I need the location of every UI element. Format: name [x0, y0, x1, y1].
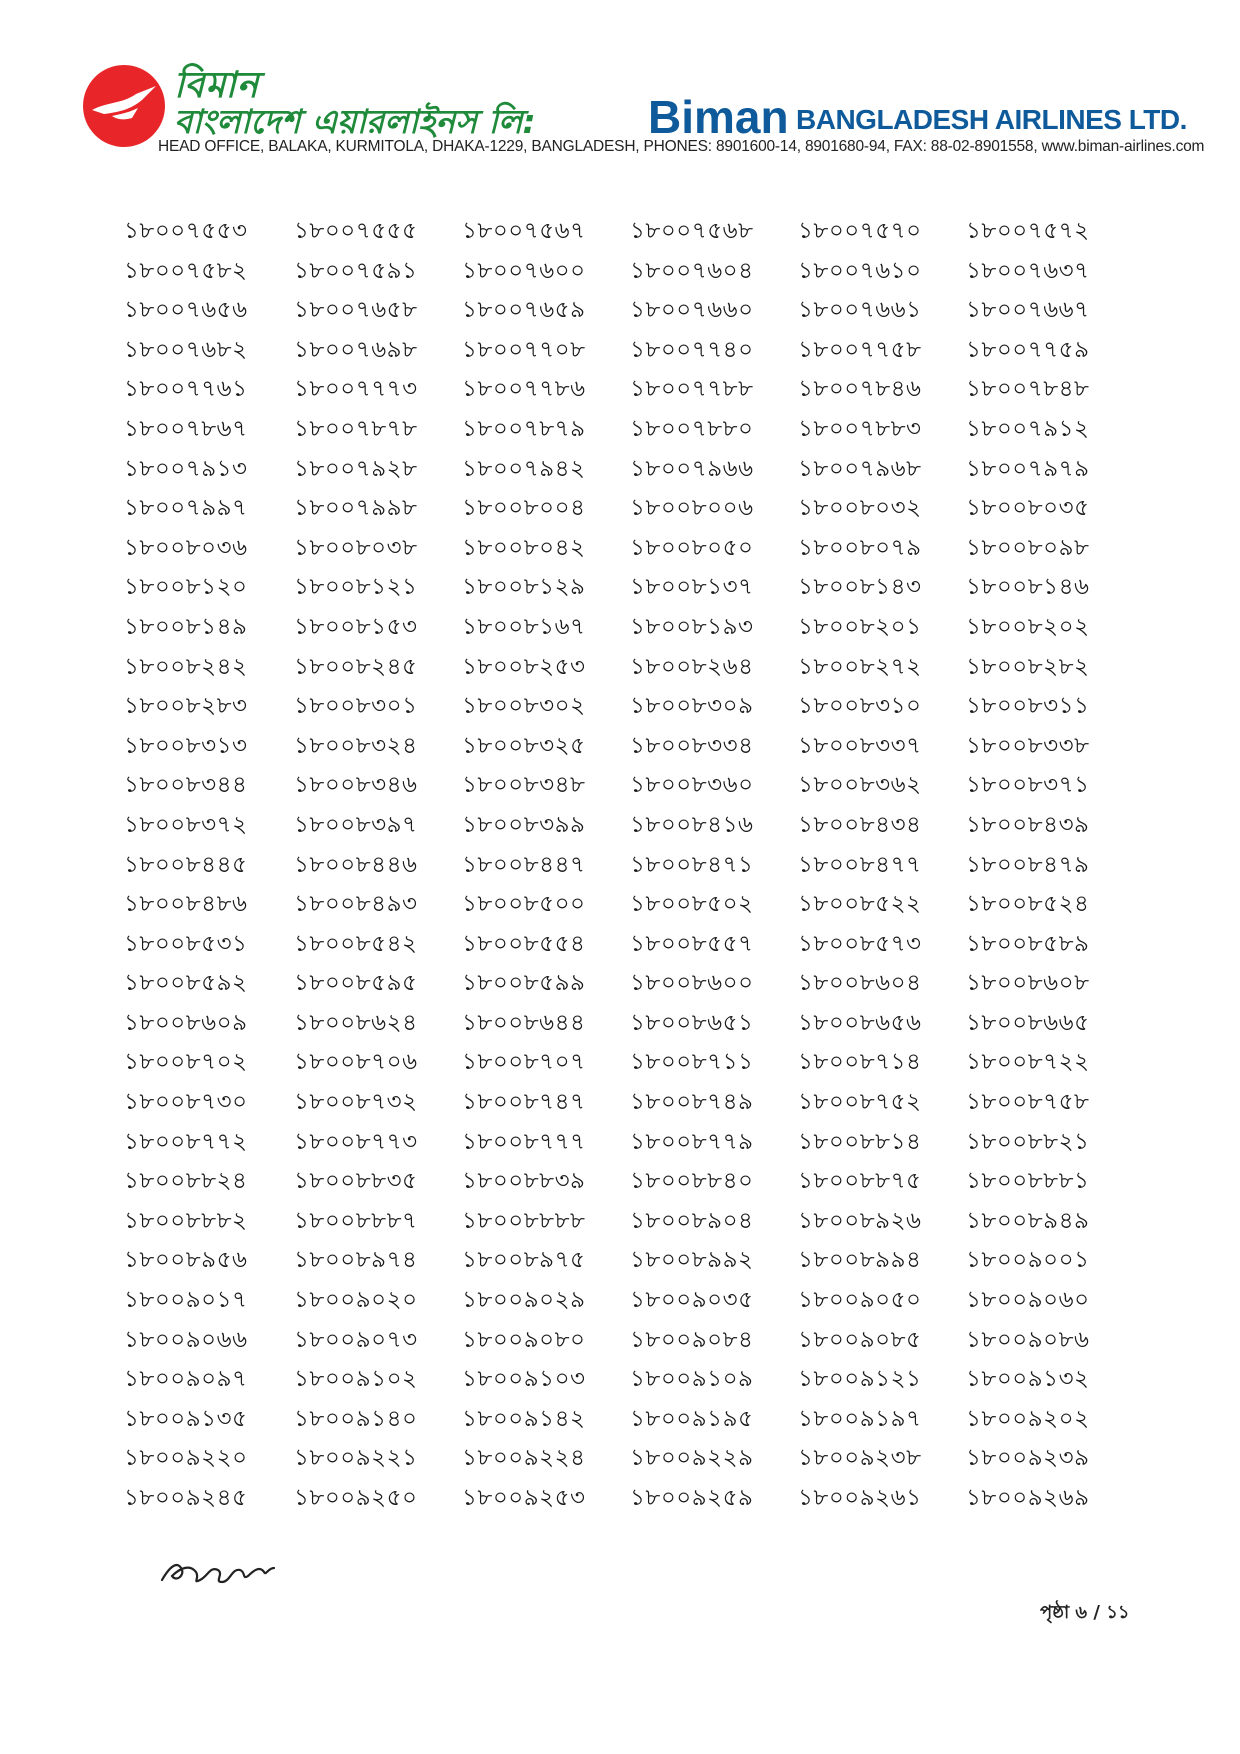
roll-number: ১৮০০৭৬০০	[462, 257, 586, 284]
roll-number: ১৮০০৯০৭৩	[294, 1326, 418, 1353]
roll-number: ১৮০০৮১২৯	[462, 574, 586, 601]
roll-number: ১৮০০৮৮৩৫	[294, 1168, 418, 1195]
roll-number: ১৮০০৮২৭২	[798, 653, 922, 680]
roll-number: ১৮০০৭৫৮২	[124, 257, 248, 284]
roll-number: ১৮০০৭৬৬১	[798, 297, 922, 324]
table-row	[124, 568, 1124, 608]
roll-number: ১৮০০৮৬০০	[630, 970, 754, 997]
roll-number: ১৮০০৭৫৭০	[798, 218, 922, 244]
table-row	[124, 1479, 1124, 1519]
roll-number: ১৮০০৭৮৮০	[630, 415, 754, 442]
table-row	[124, 1321, 1124, 1361]
roll-number: ১৮০০৯০৬৬	[124, 1326, 248, 1353]
roll-number: ১৮০০৮৪৭১	[630, 851, 754, 878]
table-row	[124, 1162, 1124, 1202]
roll-number: ১৮০০৮৫৯৯	[462, 970, 586, 997]
table-row	[124, 608, 1124, 648]
roll-number: ১৮০০৮১৪৩	[798, 574, 922, 601]
roll-number: ১৮০০৯২৫০	[294, 1485, 418, 1511]
logo-bangladesh-airlines: BANGLADESH AIRLINES LTD.	[796, 104, 1187, 135]
roll-number: ১৮০০৮৫৫৭	[630, 930, 754, 957]
roll-number: ১৮০০৮৪৩৪	[798, 811, 922, 838]
roll-number: ১৮০০৮৬০৪	[798, 970, 922, 997]
roll-number: ১৮০০৮৫৪২	[294, 930, 418, 957]
roll-number: ১৮০০৭৭০৮	[462, 336, 586, 363]
roll-number: ১৮০০৯২২০	[124, 1445, 248, 1472]
roll-number: ১৮০০৯০৮৪	[630, 1326, 754, 1353]
roll-number: ১৮০০৯২৫৯	[630, 1485, 754, 1511]
table-row	[124, 1083, 1124, 1123]
roll-number: ১৮০০৭৮৭৮	[294, 415, 418, 442]
roll-number: ১৮০০৮৪৮৬	[124, 891, 248, 918]
roll-number: ১৮০০৮২০২	[966, 613, 1090, 640]
roll-number: ১৮০০৮২৮৩	[124, 693, 248, 720]
roll-number: ১৮০০৮৮৪০	[630, 1168, 754, 1195]
roll-number: ১৮০০৮৪৪৭	[462, 851, 586, 878]
roll-number: ১৮০০৯০৬০	[966, 1287, 1090, 1314]
roll-number: ১৮০০৮৭৭৭	[462, 1128, 586, 1155]
roll-number: ১৮০০৭৭৬১	[124, 376, 248, 403]
table-row	[124, 1281, 1124, 1321]
roll-number: ১৮০০৮৯৯২	[630, 1247, 754, 1274]
roll-number: ১৮০০৯২৪৫	[124, 1485, 248, 1511]
roll-number: ১৮০০৭৬১০	[798, 257, 922, 284]
roll-number: ১৮০০৯০৫০	[798, 1287, 922, 1314]
logo-biman-wordmark: Biman	[648, 91, 789, 143]
table-row	[124, 1439, 1124, 1479]
roll-number: ১৮০০৮৩৪৮	[462, 772, 586, 799]
roll-number: ১৮০০৭৮৪৮	[966, 376, 1090, 403]
roll-number: ১৮০০৮৭৫২	[798, 1089, 922, 1116]
table-row	[124, 806, 1124, 846]
roll-number: ১৮০০৮৩৯৯	[462, 811, 586, 838]
roll-number: ১৮০০৮১৩৭	[630, 574, 754, 601]
roll-number: ১৮০০৭৮৭৯	[462, 415, 586, 442]
roll-number: ১৮০০৮৬০৯	[124, 1009, 248, 1036]
roll-number: ১৮০০৮৩০২	[462, 693, 586, 720]
roll-number: ১৮০০৮৭০২	[124, 1049, 248, 1076]
roll-number: ১৮০০৮৭২২	[966, 1049, 1090, 1076]
table-row	[124, 964, 1124, 1004]
roll-number: ১৮০০৭৮৪৬	[798, 376, 922, 403]
roll-number: ১৮০০৮৯৫৬	[124, 1247, 248, 1274]
roll-number: ১৮০০৯২২১	[294, 1445, 418, 1472]
roll-number: ১৮০০৮৫৩১	[124, 930, 248, 957]
roll-number: ১৮০০৮৪৯৩	[294, 891, 418, 918]
roll-number: ১৮০০৮৯৯৪	[798, 1247, 922, 1274]
roll-number: ১৮০০৮০৫০	[630, 534, 754, 561]
roll-number: ১৮০০৮৯৭৫	[462, 1247, 586, 1274]
roll-number: ১৮০০৮৪৭৭	[798, 851, 922, 878]
roll-number: ১৮০০৯২২৪	[462, 1445, 586, 1472]
roll-number: ১৮০০৮৫৫৪	[462, 930, 586, 957]
signature-icon	[156, 1546, 296, 1596]
roll-number: ১৮০০৮৫২৪	[966, 891, 1090, 918]
roll-number: ১৮০০৮৭৪৯	[630, 1089, 754, 1116]
roll-number: ১৮০০৭৬৬৭	[966, 297, 1090, 324]
roll-number: ১৮০০৯১৩৫	[124, 1405, 248, 1432]
roll-number: ১৮০০৮৩৯৭	[294, 811, 418, 838]
roll-number: ১৮০০৮৩১০	[798, 693, 922, 720]
roll-number: ১৮০০৮৭১৪	[798, 1049, 922, 1076]
table-row	[124, 846, 1124, 886]
roll-number: ১৮০০৯১৪২	[462, 1405, 586, 1432]
roll-number: ১৮০০৭৯২৮	[294, 455, 418, 482]
roll-number: ১৮০০৮২৪৫	[294, 653, 418, 680]
roll-number: ১৮০০৮৪৭৯	[966, 851, 1090, 878]
roll-number: ১৮০০৮৩৪৬	[294, 772, 418, 799]
roll-number: ১৮০০৮৫৭৩	[798, 930, 922, 957]
roll-number: ১৮০০৮১৬৭	[462, 613, 586, 640]
roll-number: ১৮০০৮৫২২	[798, 891, 922, 918]
roll-number: ১৮০০৮৫৮৯	[966, 930, 1090, 957]
roll-number: ১৮০০৮৭৫৮	[966, 1089, 1090, 1116]
roll-number: ১৮০০৭৫৯১	[294, 257, 418, 284]
table-row	[124, 331, 1124, 371]
roll-number: ১৮০০৭৬৮২	[124, 336, 248, 363]
roll-number: ১৮০০৮৯৭৪	[294, 1247, 418, 1274]
roll-number: ১৮০০৮৮২১	[966, 1128, 1090, 1155]
roll-number: ১৮০০৯১৩২	[966, 1366, 1090, 1393]
roll-number-grid	[124, 212, 1124, 1519]
roll-number: ১৮০০৮৩৪৪	[124, 772, 248, 799]
roll-number: ১৮০০৮৭৭৯	[630, 1128, 754, 1155]
roll-number: ১৮০০৮২৮২	[966, 653, 1090, 680]
roll-number: ১৮০০৭৭৮৬	[462, 376, 586, 403]
roll-number: ১৮০০৮৫০২	[630, 891, 754, 918]
head-office-address: HEAD OFFICE, BALAKA, KURMITOLA, DHAKA-1229, BANGLADESH, PHONES: 8901600-14, 8901680-94, FAX: 88-02-8901558, www.biman-airlines.com	[158, 138, 1205, 155]
roll-number: ১৮০০৭৭৮৮	[630, 376, 754, 403]
roll-number: ১৮০০৭৫৬৭	[462, 218, 586, 244]
roll-number: ১৮০০৮৩২৫	[462, 732, 586, 759]
roll-number: ১৮০০৮৯২৬	[798, 1207, 922, 1234]
roll-number: ১৮০০৭৯৪২	[462, 455, 586, 482]
roll-number: ১৮০০৯১২১	[798, 1366, 922, 1393]
roll-number: ১৮০০৭৮৬৭	[124, 415, 248, 442]
roll-number: ১৮০০৯২০২	[966, 1405, 1090, 1432]
roll-number: ১৮০০৭৯৭৯	[966, 455, 1090, 482]
roll-number: ১৮০০৭৬৫৬	[124, 297, 248, 324]
roll-number: ১৮০০৭৫৭২	[966, 218, 1090, 244]
roll-number: ১৮০০৮৬৬৫	[966, 1009, 1090, 1036]
roll-number: ১৮০০৭৭৫৮	[798, 336, 922, 363]
roll-number: ১৮০০৭৭৫৯	[966, 336, 1090, 363]
table-row	[124, 410, 1124, 450]
table-row	[124, 687, 1124, 727]
roll-number: ১৮০০৮৮১৪	[798, 1128, 922, 1155]
roll-number: ১৮০০৯০৩৫	[630, 1287, 754, 1314]
table-row	[124, 1241, 1124, 1281]
roll-number: ১৮০০৯১৪০	[294, 1405, 418, 1432]
roll-number: ১৮০০৮৬৪৪	[462, 1009, 586, 1036]
table-row	[124, 1400, 1124, 1440]
roll-number: ১৮০০৯০৮৬	[966, 1326, 1090, 1353]
roll-number: ১৮০০৮০৪২	[462, 534, 586, 561]
roll-number: ১৮০০৮৭১১	[630, 1049, 754, 1076]
table-row	[124, 489, 1124, 529]
roll-number: ১৮০০৮০৩৬	[124, 534, 248, 561]
roll-number: ১৮০০৯০৮০	[462, 1326, 586, 1353]
roll-number: ১৮০০৮১৪৯	[124, 613, 248, 640]
roll-number: ১৮০০৮০০৪	[462, 495, 586, 522]
roll-number: ১৮০০৭৯৯৭	[124, 495, 248, 522]
roll-number: ১৮০০৭৭৭৩	[294, 376, 418, 403]
roll-number: ১৮০০৯০২০	[294, 1287, 418, 1314]
roll-number: ১৮০০৭৬৯৮	[294, 336, 418, 363]
roll-number: ১৮০০৮১৫৩	[294, 613, 418, 640]
roll-number: ১৮০০৮০৩২	[798, 495, 922, 522]
roll-number: ১৮০০৭৬৫৮	[294, 297, 418, 324]
roll-number: ১৮০০৯২৬১	[798, 1485, 922, 1511]
biman-logo-icon	[82, 64, 166, 148]
roll-number: ১৮০০৯০৮৫	[798, 1326, 922, 1353]
roll-number: ১৮০০৮৫৯২	[124, 970, 248, 997]
roll-number: ১৮০০৮৬২৪	[294, 1009, 418, 1036]
roll-number: ১৮০০৮৮৩৯	[462, 1168, 586, 1195]
roll-number: ১৮০০৮৩২৪	[294, 732, 418, 759]
table-row	[124, 450, 1124, 490]
roll-number: ১৮০০৯১০২	[294, 1366, 418, 1393]
roll-number: ১৮০০৮৯০৪	[630, 1207, 754, 1234]
roll-number: ১৮০০৮৪৩৯	[966, 811, 1090, 838]
page-number: পৃষ্ঠা ৬ / ১১	[1040, 1602, 1130, 1623]
roll-number: ১৮০০৮০৩৫	[966, 495, 1090, 522]
roll-number: ১৮০০৮৪১৬	[630, 811, 754, 838]
roll-number: ১৮০০৮৮৭৫	[798, 1168, 922, 1195]
roll-number: ১৮০০৭৯৯৮	[294, 495, 418, 522]
roll-number: ১৮০০৮৭০৬	[294, 1049, 418, 1076]
roll-number: ১৮০০৯২৩৯	[966, 1445, 1090, 1472]
table-row	[124, 291, 1124, 331]
roll-number: ১৮০০৮০৩৮	[294, 534, 418, 561]
roll-number: ১৮০০৮৭৭৩	[294, 1128, 418, 1155]
roll-number: ১৮০০৮৩০১	[294, 693, 418, 720]
roll-number: ১৮০০৮৩১১	[966, 693, 1090, 720]
roll-number: ১৮০০৯১৯৭	[798, 1405, 922, 1432]
roll-number: ১৮০০৮০০৬	[630, 495, 754, 522]
roll-number: ১৮০০৭৫৫৫	[294, 218, 418, 244]
roll-number: ১৮০০৭৯১২	[966, 415, 1090, 442]
roll-number: ১৮০০৮৩৭২	[124, 811, 248, 838]
roll-number: ১৮০০৮৭৭২	[124, 1128, 248, 1155]
table-row	[124, 212, 1124, 252]
roll-number: ১৮০০৮৩০৯	[630, 693, 754, 720]
roll-number: ১৮০০৮২৫৩	[462, 653, 586, 680]
roll-number: ১৮০০৮৩১৩	[124, 732, 248, 759]
roll-number: ১৮০০৮৮৮১	[966, 1168, 1090, 1195]
roll-number: ১৮০০৮৫০০	[462, 891, 586, 918]
roll-number: ১৮০০৭৫৫৩	[124, 218, 248, 244]
roll-number: ১৮০০৮২৬৪	[630, 653, 754, 680]
roll-number: ১৮০০৮৭০৭	[462, 1049, 586, 1076]
roll-number: ১৮০০৯০০১	[966, 1247, 1090, 1274]
table-row	[124, 370, 1124, 410]
roll-number: ১৮০০৯০৯৭	[124, 1366, 248, 1393]
roll-number: ১৮০০৮৩৩৪	[630, 732, 754, 759]
roll-number: ১৮০০৮২০১	[798, 613, 922, 640]
roll-number: ১৮০০৯২৩৮	[798, 1445, 922, 1472]
letterhead	[82, 56, 1205, 166]
table-row	[124, 1043, 1124, 1083]
roll-number: ১৮০০৮৮৮৭	[294, 1207, 418, 1234]
roll-number: ১৮০০৮২৪২	[124, 653, 248, 680]
roll-number: ১৮০০৯২৫৩	[462, 1485, 586, 1511]
logo-bangla-company: বাংলাদেশ এয়ারলাইনস লি:	[174, 102, 536, 141]
roll-number: ১৮০০৯২২৯	[630, 1445, 754, 1472]
table-row	[124, 727, 1124, 767]
roll-number: ১৮০০৮৪৪৬	[294, 851, 418, 878]
logo-bangla-biman: বিমান	[174, 65, 260, 106]
roll-number: ১৮০০৮০৯৮	[966, 534, 1090, 561]
roll-number: ১৮০০৮৮২৪	[124, 1168, 248, 1195]
table-row	[124, 885, 1124, 925]
roll-number: ১৮০০৮৯৪৯	[966, 1207, 1090, 1234]
roll-number: ১৮০০৮৩৭১	[966, 772, 1090, 799]
table-row	[124, 925, 1124, 965]
roll-number: ১৮০০৯১৯৫	[630, 1405, 754, 1432]
roll-number: ১৮০০৯০১৭	[124, 1287, 248, 1314]
roll-number: ১৮০০৮১৯৩	[630, 613, 754, 640]
roll-number: ১৮০০৮৩৩৮	[966, 732, 1090, 759]
table-row	[124, 766, 1124, 806]
roll-number: ১৮০০৮৩৩৭	[798, 732, 922, 759]
roll-number: ১৮০০৭৬৩৭	[966, 257, 1090, 284]
roll-number: ১৮০০৮০৭৯	[798, 534, 922, 561]
roll-number: ১৮০০৯২৬৯	[966, 1485, 1090, 1511]
roll-number: ১৮০০৭৬৬০	[630, 297, 754, 324]
roll-number: ১৮০০৭৬০৪	[630, 257, 754, 284]
table-row	[124, 1202, 1124, 1242]
roll-number: ১৮০০৭৬৫৯	[462, 297, 586, 324]
roll-number: ১৮০০৮১২১	[294, 574, 418, 601]
roll-number: ১৮০০৮৪৪৫	[124, 851, 248, 878]
table-row	[124, 648, 1124, 688]
table-row	[124, 1004, 1124, 1044]
roll-number: ১৮০০৮১২০	[124, 574, 248, 601]
roll-number: ১৮০০৯১০৯	[630, 1366, 754, 1393]
roll-number: ১৮০০৯১০৩	[462, 1366, 586, 1393]
table-row	[124, 1123, 1124, 1163]
table-row	[124, 1360, 1124, 1400]
roll-number: ১৮০০৮৭৪৭	[462, 1089, 586, 1116]
roll-number: ১৮০০৮৬৫৬	[798, 1009, 922, 1036]
roll-number: ১৮০০৯০২৯	[462, 1287, 586, 1314]
roll-number: ১৮০০৭৭৪০	[630, 336, 754, 363]
roll-number: ১৮০০৭৯৬৬	[630, 455, 754, 482]
roll-number: ১৮০০৭৮৮৩	[798, 415, 922, 442]
roll-number: ১৮০০৮৩৬২	[798, 772, 922, 799]
roll-number: ১৮০০৮৭৩০	[124, 1089, 248, 1116]
roll-number: ১৮০০৮১৪৬	[966, 574, 1090, 601]
roll-number: ১৮০০৮৩৬০	[630, 772, 754, 799]
roll-number: ১৮০০৮৭৩২	[294, 1089, 418, 1116]
roll-number: ১৮০০৮৬০৮	[966, 970, 1090, 997]
roll-number: ১৮০০৮৫৯৫	[294, 970, 418, 997]
roll-number: ১৮০০৮৮৮২	[124, 1207, 248, 1234]
roll-number: ১৮০০৭৯৬৮	[798, 455, 922, 482]
table-row	[124, 252, 1124, 292]
roll-number: ১৮০০৮৬৫১	[630, 1009, 754, 1036]
roll-number: ১৮০০৮৮৮৮	[462, 1207, 586, 1234]
table-row	[124, 529, 1124, 569]
roll-number: ১৮০০৭৫৬৮	[630, 218, 754, 244]
roll-number: ১৮০০৭৯১৩	[124, 455, 248, 482]
